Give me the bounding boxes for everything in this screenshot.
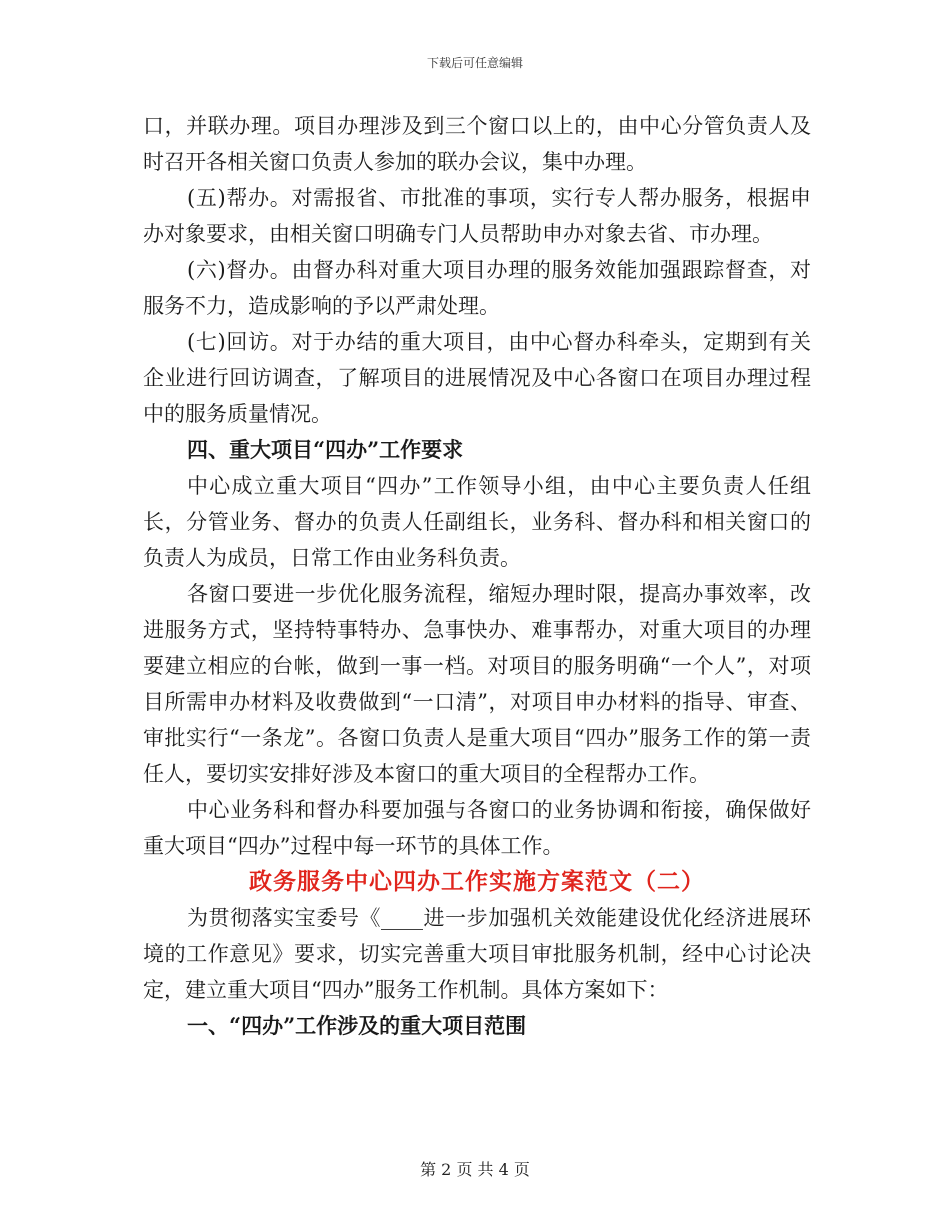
document-title-part2: 政务服务中心四办工作实施方案范文（二） <box>249 868 705 895</box>
paragraph-intro: 为贯彻落实宝委号《____进一步加强机关效能建设优化经济进展环境的工作意见》要求，切实完善重大项目审批服务机制，经中心讨论决定，建立重大项目“四办”服务工作机制。具体方案如下： <box>143 906 811 1002</box>
document-body <box>143 108 811 1044</box>
section-heading-4: 四、重大项目“四办”工作要求 <box>187 437 464 462</box>
paragraph-huifang: (七)回访。对于办结的重大项目，由中心督办科牵头，定期到有关企业进行回访调查，了解项目的进展情况及中心各窗口在项目办理过程中的服务质量情况。 <box>143 330 811 426</box>
paragraph-continuation: 口，并联办理。项目办理涉及到三个窗口以上的，由中心分管负责人及时召开各相关窗口负责人参加的联办会议，集中办理。 <box>143 114 811 174</box>
paragraph-duban: (六)督办。由督办科对重大项目办理的服务效能加强跟踪督查，对服务不力，造成影响的予以严肃处理。 <box>143 258 811 318</box>
paragraph-bangban: (五)帮办。对需报省、市批准的事项，实行专人帮办服务，根据申办对象要求，由相关窗口明确专门人员帮助申办对象去省、市办理。 <box>143 186 811 246</box>
paragraph-leadership-group: 中心成立重大项目“四办”工作领导小组，由中心主要负责人任组长，分管业务、督办的负责人任副组长，业务科、督办科和相关窗口的负责人为成员，日常工作由业务科负责。 <box>143 474 811 570</box>
section-heading-1: 一、“四办”工作涉及的重大项目范围 <box>187 1013 527 1038</box>
header-note: 下载后可任意编辑 <box>426 56 523 70</box>
paragraph-window-requirements: 各窗口要进一步优化服务流程，缩短办理时限，提高办事效率，改进服务方式，坚持特事特办、急事快办、难事帮办，对重大项目的办理要建立相应的台帐，做到一事一档。对项目的服务明确“一个人”，对项目所需申办材料及收费做到“一口清”，对项目申办材料的指导、审查、审批实行“一条龙”。各窗口负责人是重大项目“四办”服务工作的第一责任人，要切实安排好涉及本窗口的重大项目的全程帮办工作。 <box>143 582 811 786</box>
page-number: 第 2 页 共 4 页 <box>420 1160 530 1179</box>
paragraph-coordination: 中心业务科和督办科要加强与各窗口的业务协调和衔接，确保做好重大项目“四办”过程中每一环节的具体工作。 <box>143 798 811 858</box>
